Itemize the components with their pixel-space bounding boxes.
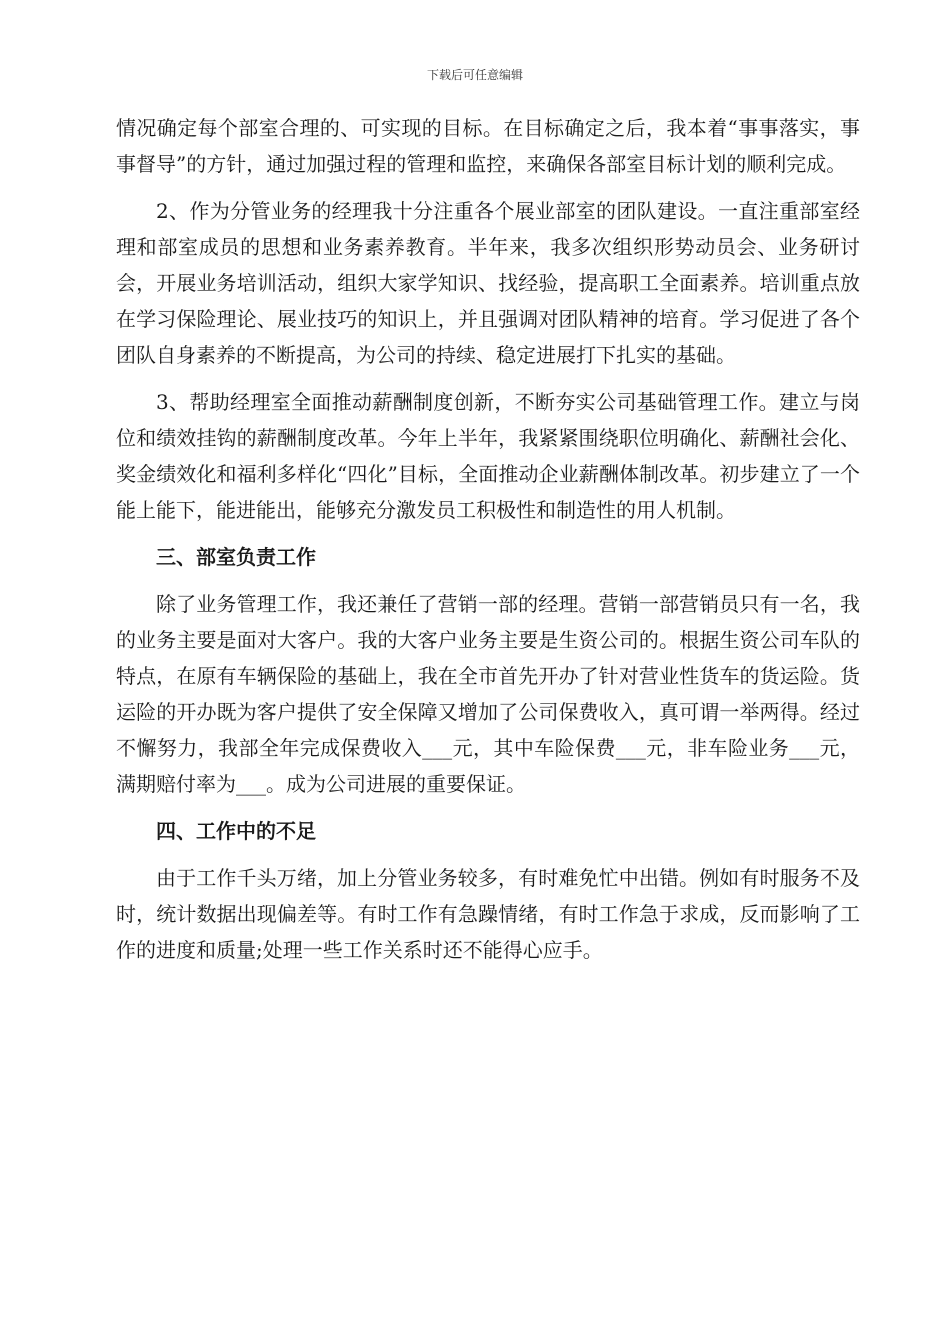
document-body (116, 110, 860, 979)
paragraph-intro: 情况确定每个部室合理的、可实现的目标。在目标确定之后，我本着“事事落实，事事督导”的方针，通过加强过程的管理和监控，来确保各部室目标计划的顺利完成。 (116, 116, 860, 176)
paragraph-team-building: 2、作为分管业务的经理我十分注重各个展业部室的团队建设。一直注重部室经理和部室成员的思想和业务素养教育。半年来，我多次组织形势动员会、业务研讨会，开展业务培训活动，组织大家学知识、找经验，提高职工全面素养。培训重点放在学习保险理论、展业技巧的知识上，并且强调对团队精神的培育。学习促进了各个团队自身素养的不断提高，为公司的持续、稳定进展打下扎实的基础。 (116, 199, 860, 367)
paragraph-shortcomings: 由于工作千头万绪，加上分管业务较多，有时难免忙中出错。例如有时服务不及时，统计数据出现偏差等。有时工作有急躁情绪，有时工作急于求成，反而影响了工作的进度和质量;处理一些工作关系时还不能得心应手。 (116, 866, 860, 962)
section-heading-shortcomings: 四、工作中的不足 (156, 819, 316, 843)
section-heading-department-work: 三、部室负责工作 (156, 545, 316, 569)
paragraph-department-work: 除了业务管理工作，我还兼任了营销一部的经理。营销一部营销员只有一名，我的业务主要是面对大客户。我的大客户业务主要是生资公司的。根据生资公司车队的特点，在原有车辆保险的基础上，我在全市首先开办了针对营业性货车的货运险。货运险的开办既为客户提供了安全保障又增加了公司保费收入，真可谓一举两得。经过不懈努力，我部全年完成保费收入___元，其中车险保费___元，非车险业务___元，满期赔付率为___。成为公司进展的重要保证。 (116, 592, 860, 796)
page-header: 下载后可任意编辑 (426, 68, 523, 82)
paragraph-salary-reform: 3、帮助经理室全面推动薪酬制度创新，不断夯实公司基础管理工作。建立与岗位和绩效挂钩的薪酬制度改革。今年上半年，我紧紧围绕职位明确化、薪酬社会化、奖金绩效化和福利多样化“四化”目标，全面推动企业薪酬体制改革。初步建立了一个能上能下，能进能出，能够充分激发员工积极性和制造性的用人机制。 (116, 390, 860, 522)
